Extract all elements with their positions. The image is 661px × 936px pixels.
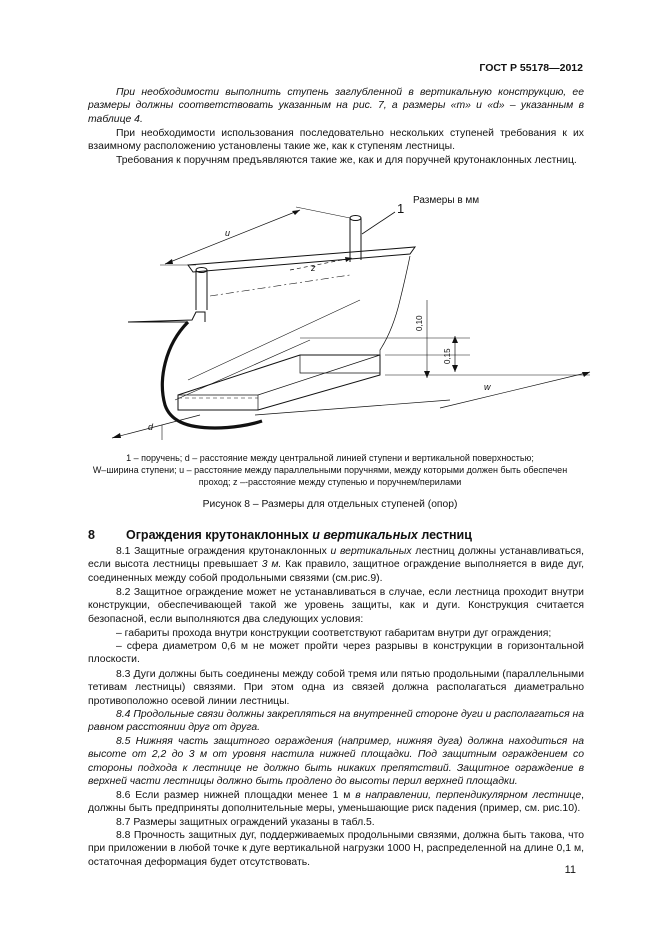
paragraph-8-3: 8.3 Дуги должны быть соединены между собой тремя или пятью продольными (параллельными тетивам лестницы) связями. При этом одна из связей должна располагаться диаметрально противоположно осевой линии лестницы. [88,669,584,707]
paragraph-multiple-steps: При необходимости использования последовательно нескольких ступеней требования к их взаимному расположению установлены такие же, как к ступеням лестницы. [88,128,584,153]
paragraph-handrails: Требования к поручням предъявляются такие же, как и для поручней крутонаклонных лестниц. [116,155,577,166]
label-dim-015: 0,15 [443,348,452,364]
wall-break-line [380,256,410,375]
dimension-u-line [165,210,300,264]
figure-legend-line-1: 1 – поручень; d – расстояние между центральной линией ступени и вертикальной поверхностью; [126,453,534,463]
post-right-top [350,216,361,221]
list-item-2: – сфера диаметром 0,6 м не может пройти через разрывы в конструкции в горизонтальной плоскости. [88,641,584,666]
dimension-d-line [112,415,200,438]
dimension-w-line [255,372,590,415]
paragraph-8-7: 8.7 Размеры защитных ограждений указаны в табл.5. [116,817,375,828]
figure-title: Рисунок 8 – Размеры для отдельных ступеней (опор) [202,499,458,510]
handrail-bar [188,247,415,272]
paragraph-8-8: 8.8 Прочность защитных дуг, поддерживаемых продольными связями, должна быть такова, что при приложении в любой точке к дуге вертикальной нагрузки 1000 Н, распределенной на длине 0,1 м, остаточная деформация будет отсутствовать. [88,830,584,868]
page-number: 11 [564,864,576,876]
paragraph-recess-step: При необходимости выполнить ступень заглубленной в вертикальную конструкцию, ее размеры должны соответствовать указанным на рис. 7, а размеры «m» и «d» – указанным в таблице 4. [88,87,584,125]
section-title-part-a: Ограждения крутонаклонных [126,528,313,542]
label-d: d [148,422,154,432]
figure-legend-line-3: проход; z –-расстояние между ступенью и поручнем/перилами [198,477,462,487]
paragraph-8-5: 8.5 Нижняя часть защитного ограждения (например, нижняя дуга) должна находиться на высоте от 2,2 до 3 м от уровня настила нижней площадки. Под защитным ограждением со стороны подхода к лестнице не должно быть никаких препятствий. Защитное ограждение в верхней части лестницы должно быть продлено до высоты перил верхней площадки. [88,736,584,788]
paragraph-8-4: 8.4 Продольные связи должны закрепляться на внутренней стороне дуги и располагаться на равном расстоянии друг от друга. [88,709,585,734]
units-note: Размеры в мм [413,195,480,206]
section-title-part-b: и вертикальных [312,528,418,542]
paragraph-8-6: 8.6 Если размер нижней площадки менее 1 м в направлении, перпендикулярном лестнице, должны быть предприняты дополнительные меры, уменьшающие риск падения (пример, см. рис.10). [88,790,584,815]
label-z: z [311,263,316,273]
post-left [196,270,207,310]
section-heading [88,528,472,542]
paragraph-8-1: 8.1 Защитные ограждения крутонаклонных и вертикальных лестниц должны устанавливаться, если высота лестницы превышает 3 м. Как правило, защитное ограждение выполняется в виде дуг, соединенных между собой продольными связями (см.рис.9). [88,546,585,584]
post-right [350,218,361,262]
label-w: w [484,382,491,392]
label-u: u [225,228,231,238]
base-plate [128,312,205,322]
figure-legend-line-2: W–ширина ступени; u – расстояние между параллельными поручнями, между которыми должен быть обеспечен [92,465,568,475]
paragraph-8-2: 8.2 Защитное ограждение может не устанавливаться в случае, если лестница проходит внутри конструкции, обеспечивающей такой же уровень защиты, как и дуги. Конструкция считается безопасной, если выполняются два следующих условия: [88,587,584,625]
callout-number: 1 [397,201,405,216]
list-item-1: – габариты прохода внутри конструкции соответствуют габаритам внутри дуг ограждения; [116,628,552,639]
section-number: 8 [88,528,95,542]
figure-8-drawing [0,0,661,440]
document-header: ГОСТ Р 55178—2012 [479,62,583,74]
callout-leader [362,212,395,234]
guard-arc [162,322,262,428]
step-block [178,355,380,410]
section-title-part-c: лестниц [417,528,472,542]
label-dim-010: 0,10 [415,315,424,331]
